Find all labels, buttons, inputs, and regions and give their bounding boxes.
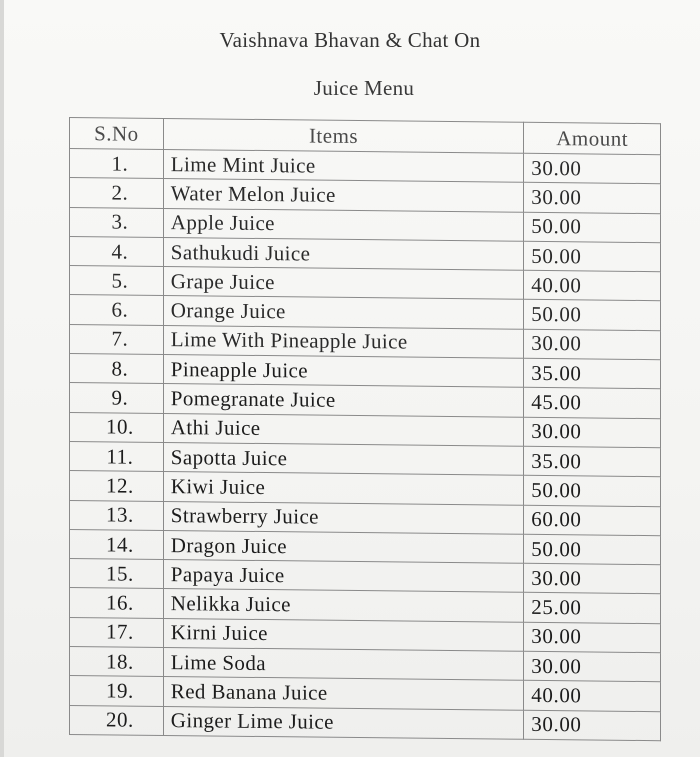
row-sno: 5. <box>70 266 164 296</box>
row-sno: 3. <box>70 207 164 237</box>
page-edge <box>0 0 4 757</box>
column-header-items: Items <box>163 118 523 153</box>
row-amount: 30.00 <box>524 710 661 741</box>
row-sno: 6. <box>70 295 164 325</box>
row-item-name: Kirni Juice <box>163 618 523 651</box>
row-sno: 15. <box>70 559 164 589</box>
row-sno: 8. <box>70 354 164 384</box>
row-item-name: Dragon Juice <box>163 530 523 563</box>
row-amount: 50.00 <box>524 212 661 243</box>
row-item-name: Lime Soda <box>163 648 523 681</box>
column-header-sno: S.No <box>70 118 164 150</box>
row-sno: 11. <box>70 441 164 471</box>
row-sno: 10. <box>70 412 164 442</box>
row-sno: 16. <box>70 588 164 618</box>
row-item-name: Strawberry Juice <box>163 501 523 534</box>
row-item-name: Water Melon Juice <box>163 179 523 212</box>
row-sno: 9. <box>70 383 164 413</box>
restaurant-title: Vaishnava Bhavan & Chat On <box>219 28 481 52</box>
row-amount: 30.00 <box>524 622 661 653</box>
row-amount: 35.00 <box>524 358 661 389</box>
row-sno: 7. <box>70 324 164 354</box>
row-sno: 17. <box>70 617 164 647</box>
row-item-name: Red Banana Juice <box>163 677 523 710</box>
row-amount: 30.00 <box>524 183 661 214</box>
row-sno: 4. <box>70 236 164 266</box>
row-sno: 13. <box>70 500 164 530</box>
row-amount: 60.00 <box>524 505 661 536</box>
row-amount: 30.00 <box>524 417 661 448</box>
row-amount: 40.00 <box>524 270 661 301</box>
row-amount: 30.00 <box>524 329 661 360</box>
row-item-name: Pineapple Juice <box>163 355 523 388</box>
row-sno: 1. <box>70 149 164 179</box>
row-item-name: Ginger Lime Juice <box>163 706 523 739</box>
row-sno: 2. <box>70 178 164 208</box>
menu-subtitle: Juice Menu <box>313 76 415 100</box>
column-header-amount: Amount <box>524 122 661 154</box>
row-item-name: Papaya Juice <box>163 560 523 593</box>
row-item-name: Nelikka Juice <box>163 589 523 622</box>
row-item-name: Sathukudi Juice <box>163 237 523 270</box>
table-body <box>70 149 661 741</box>
row-sno: 19. <box>70 676 164 706</box>
row-sno: 14. <box>70 529 164 559</box>
table-row <box>70 705 661 740</box>
row-amount: 30.00 <box>524 153 661 184</box>
row-item-name: Kiwi Juice <box>163 472 523 505</box>
row-item-name: Orange Juice <box>163 296 523 329</box>
row-item-name: Sapotta Juice <box>163 442 523 475</box>
row-item-name: Pomegranate Juice <box>163 384 523 417</box>
row-sno: 20. <box>70 705 164 735</box>
row-sno: 18. <box>70 647 164 677</box>
row-item-name: Apple Juice <box>163 208 523 241</box>
row-amount: 40.00 <box>524 681 661 712</box>
row-item-name: Grape Juice <box>163 267 523 300</box>
row-amount: 50.00 <box>524 241 661 272</box>
row-amount: 35.00 <box>524 446 661 477</box>
row-amount: 30.00 <box>524 563 661 594</box>
row-amount: 50.00 <box>524 534 661 565</box>
row-amount: 25.00 <box>524 593 661 624</box>
row-amount: 50.00 <box>524 476 661 507</box>
row-amount: 50.00 <box>524 300 661 331</box>
row-sno: 12. <box>70 471 164 501</box>
row-item-name: Lime Mint Juice <box>163 149 523 182</box>
row-item-name: Athi Juice <box>163 413 523 446</box>
row-item-name: Lime With Pineapple Juice <box>163 325 523 358</box>
juice-menu-table <box>69 117 661 741</box>
row-amount: 45.00 <box>524 388 661 419</box>
row-amount: 30.00 <box>524 651 661 682</box>
